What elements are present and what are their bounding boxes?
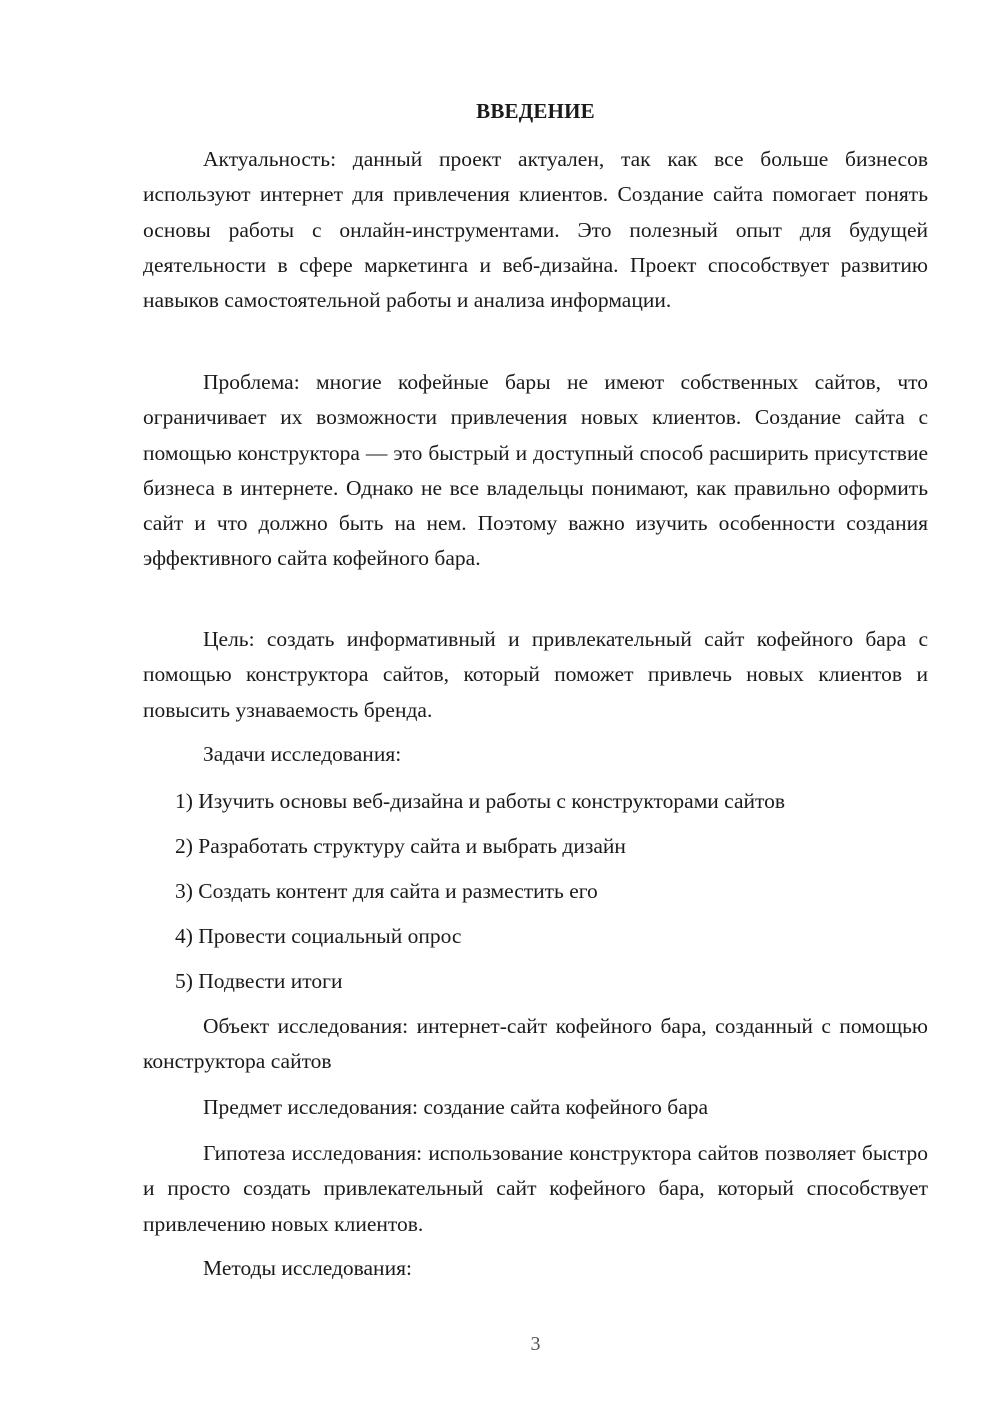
tasks-heading: Задачи исследования: — [203, 742, 402, 766]
list-item: 4) Провести социальный опрос — [175, 924, 462, 948]
paragraph-relevance: Актуальность: данный проект актуален, так как все больше бизнесов используют интернет для привлечения клиентов. Создание сайта помогает понять основы работы с онлайн-инструментами. Это полезный опыт для будущей деятельности в сфере маркетинга и веб-дизайна. Проект способствует развитию навыков самостоятельной работы и анализа информации. — [143, 147, 928, 313]
page-title: ВВЕДЕНИЕ — [476, 99, 595, 123]
paragraph-subject: Предмет исследования: создание сайта кофейного бара — [203, 1095, 709, 1119]
paragraph-problem: Проблема: многие кофейные бары не имеют собственных сайтов, что ограничивает их возможности привлечения новых клиентов. Создание сайта с помощью конструктора — это быстрый и доступный способ расширить присутствие бизнеса в интернете. Однако не все владельцы понимают, как правильно оформить сайт и что должно быть на нем. Поэтому важно изучить особенности создания эффективного сайта кофейного бара. — [143, 370, 928, 571]
page-number: 3 — [530, 1333, 541, 1355]
paragraph-goal: Цель: создать информативный и привлекательный сайт кофейного бара с помощью конструктора сайтов, который поможет привлечь новых клиентов и повысить узнаваемость бренда. — [143, 627, 928, 722]
list-item: 1) Изучить основы веб-дизайна и работы с конструкторами сайтов — [175, 789, 786, 813]
paragraph-hypothesis: Гипотеза исследования: использование конструктора сайтов позволяет быстро и просто создать привлекательный сайт кофейного бара, который способствует привлечению новых клиентов. — [143, 1141, 928, 1236]
list-item: 3) Создать контент для сайта и разместить его — [175, 879, 598, 903]
paragraph-object: Объект исследования: интернет-сайт кофейного бара, созданный с помощью конструктора сайтов — [143, 1014, 928, 1074]
methods-heading: Методы исследования: — [203, 1256, 412, 1280]
list-item: 2) Разработать структуру сайта и выбрать дизайн — [175, 834, 626, 858]
document-page — [143, 0, 928, 1414]
list-item: 5) Подвести итоги — [175, 969, 343, 993]
